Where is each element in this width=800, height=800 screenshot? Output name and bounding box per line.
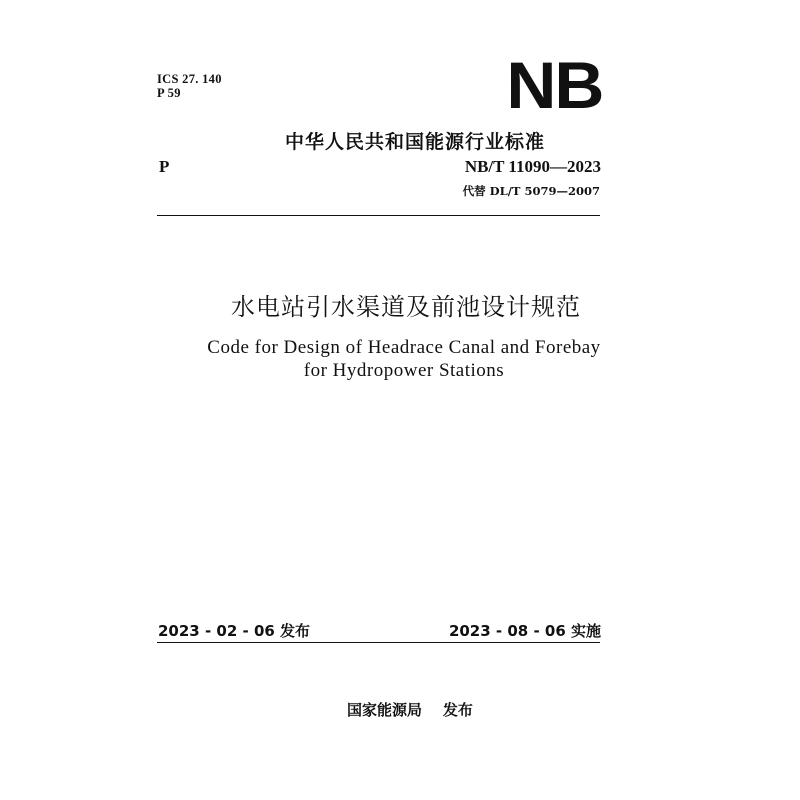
- industry-standard-heading: 中华人民共和国能源行业标准: [284, 131, 545, 153]
- replaces-standard: 代替 DL/T 5079—2007: [462, 184, 600, 198]
- implementation-date: 2023 - 08 - 06 实施: [448, 622, 601, 640]
- standard-number: NB/T 11090—2023: [464, 157, 601, 176]
- top-divider: [157, 215, 600, 216]
- ccs-code: P 59: [157, 86, 181, 100]
- title-english-line1: Code for Design of Headrace Canal and Forebay: [207, 337, 601, 358]
- bottom-divider: [157, 642, 600, 643]
- publisher: 国家能源局 发布: [347, 701, 473, 719]
- title-chinese: 水电站引水渠道及前池设计规范: [231, 293, 581, 321]
- nb-logo: NB: [506, 48, 602, 122]
- category-letter: P: [159, 157, 170, 176]
- title-english-line2: for Hydropower Stations: [303, 360, 505, 381]
- issue-date: 2023 - 02 - 06 发布: [158, 622, 311, 640]
- classification-codes: [157, 72, 222, 100]
- title-english: [0, 336, 800, 382]
- ics-code: ICS 27. 140: [157, 72, 222, 86]
